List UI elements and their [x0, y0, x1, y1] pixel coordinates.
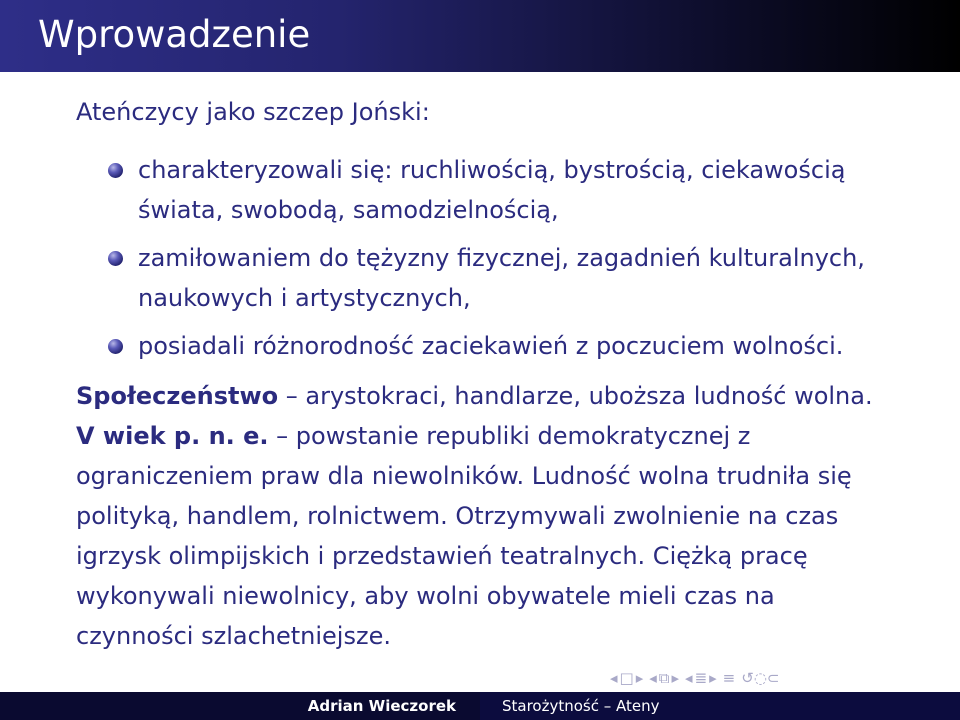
society-paragraph: [76, 376, 896, 416]
nav-search-icon[interactable]: ↺◌⊂: [741, 669, 780, 687]
bullet-text: zamiłowaniem do tężyzny fizycznej, zagadnień kulturalnych, naukowych i artystycznych,: [138, 244, 865, 312]
list-item: [138, 326, 896, 366]
nav-section-prev-icon[interactable]: ◂: [685, 669, 693, 687]
list-item: [138, 238, 896, 318]
nav-frame-group: [610, 668, 643, 688]
footer-title: Starożytność – Ateny: [480, 692, 960, 720]
nav-section-next-icon[interactable]: ▸: [709, 669, 717, 687]
nav-search-group: [741, 668, 779, 688]
bullet-text: charakteryzowali się: ruchliwością, bystrością, ciekawością świata, swobodą, samodzielnością,: [138, 156, 846, 224]
nav-section-group: [685, 668, 717, 688]
society-text: – arystokraci, handlarze, uboższa ludność wolna.: [278, 382, 873, 410]
list-item: [138, 150, 896, 230]
nav-subsection-group: [649, 668, 679, 688]
nav-align-icon[interactable]: ≡: [722, 669, 736, 687]
nav-subsection-prev-icon[interactable]: ◂: [649, 669, 657, 687]
slide-content: [76, 92, 896, 656]
page-title: Wprowadzenie: [38, 13, 311, 56]
footer-author: Adrian Wieczorek: [0, 692, 480, 720]
nav-align-group: [723, 668, 736, 688]
bullet-ball-icon: [108, 163, 123, 178]
nav-frame-icon[interactable]: □: [619, 669, 634, 687]
nav-section-icon[interactable]: ≣: [694, 669, 708, 687]
beamer-navigation: [610, 668, 779, 688]
bullet-ball-icon: [108, 339, 123, 354]
nav-frame-prev-icon[interactable]: ◂: [610, 669, 618, 687]
century-text: – powstanie republiki demokratycznej z ograniczeniem praw dla niewolników. Ludność wolna trudniła się polityką, handlem, rolnictwem. Otrzymywali zwolnienie na czas igrzysk olimpijskich i przedstawień teatralnych. Ciężką pracę wykonywali niewolnicy, aby wolni obywatele mieli czas na czynności szlachetniejsze.: [76, 422, 852, 650]
intro-text: Ateńczycy jako szczep Joński:: [76, 98, 430, 126]
bullet-text: posiadali różnorodność zaciekawień z poczuciem wolności.: [138, 332, 844, 360]
century-paragraph: [76, 416, 896, 656]
bullet-ball-icon: [108, 251, 123, 266]
footline: [0, 692, 960, 720]
nav-frame-next-icon[interactable]: ▸: [635, 669, 644, 687]
century-heading: V wiek p. n. e.: [76, 422, 269, 450]
society-heading: Społeczeństwo: [76, 382, 279, 410]
bullet-list: [76, 150, 896, 366]
title-bar: [0, 0, 960, 72]
nav-subsection-icon[interactable]: ⧉: [658, 669, 670, 687]
nav-subsection-next-icon[interactable]: ▸: [671, 669, 680, 687]
